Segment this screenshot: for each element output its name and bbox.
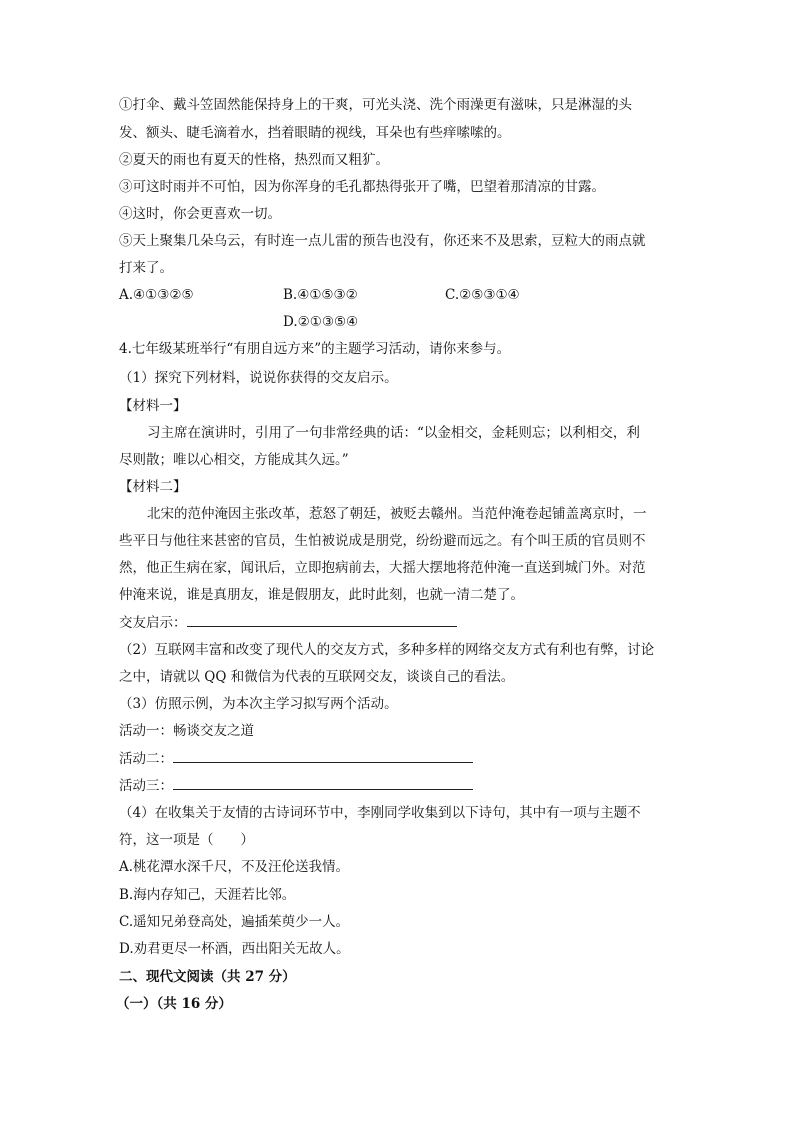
q4-part2-line-2: 之中，请就以 QQ 和微信为代表的互联网交友，谈谈自己的看法。 bbox=[119, 669, 515, 685]
section2-subtitle: （一）（共 16 分） bbox=[116, 996, 232, 1012]
q3-sentence-3: ③可这时雨并不可怕，因为你浑身的毛孔都热得张开了嘴，巴望着那清凉的甘露。 bbox=[119, 179, 605, 195]
q4-part4-line-2: 符，这一项是（ ） bbox=[119, 832, 254, 848]
material2-title: 【材料二】 bbox=[119, 479, 187, 495]
activity-3-row bbox=[119, 776, 473, 795]
q3-sentence-5a: ⑤天上聚集几朵乌云，有时连一点儿雷的预告也没有，你还来不及思索，豆粒大的雨点就 bbox=[119, 233, 646, 249]
qishi-label: 交友启示： bbox=[119, 615, 187, 631]
q3-sentence-5b: 打来了。 bbox=[119, 260, 173, 276]
activity-2-label: 活动二： bbox=[119, 751, 173, 767]
q4-part1: （1）探究下列材料，说说你获得的交友启示。 bbox=[119, 370, 398, 386]
poem-option-c: C.遥知兄弟登高处，遍插茱萸少一人。 bbox=[119, 914, 350, 930]
material2-line-4: 仲淹来说，谁是真朋友，谁是假朋友，此时此刻，也就一清二楚了。 bbox=[119, 587, 524, 603]
q4-part2-line-1: （2）互联网丰富和改变了现代人的交友方式，多种多样的网络交友方式有利也有弊，讨论 bbox=[119, 642, 655, 658]
activity-1: 活动一：畅谈交友之道 bbox=[119, 723, 254, 739]
material2-line-2: 些平日与他往来甚密的官员，生怕被说成是朋党，纷纷避而远之。有个叫王质的官员则不 bbox=[119, 533, 646, 549]
q3-sentence-4: ④这时，你会更喜欢一切。 bbox=[119, 206, 281, 222]
q3-option-b: B.④①⑤③② bbox=[283, 287, 358, 303]
material1-title: 【材料一】 bbox=[119, 398, 187, 414]
q3-option-c: C.②⑤③①④ bbox=[445, 287, 520, 303]
qishi-answer-blank[interactable] bbox=[187, 613, 457, 627]
material1-line-2: 尽则散；唯以心相交，方能成其久远。” bbox=[119, 452, 349, 468]
material2-line-1: 北宋的范仲淹因主张改革，惹怒了朝廷，被贬去赣州。当范仲淹卷起铺盖离京时，一 bbox=[147, 506, 647, 522]
material2-line-3: 然，他正生病在家，闻讯后，立即抱病前去，大摇大摆地将范仲淹一直送到城门外。对范 bbox=[119, 560, 646, 576]
q3-option-a: A.④①③②⑤ bbox=[119, 287, 194, 303]
q3-sentence-1a: ①打伞、戴斗笠固然能保持身上的干爽，可光头浇、洗个雨澡更有滋味，只是淋湿的头 bbox=[119, 97, 632, 113]
q3-option-d: D.②①③⑤④ bbox=[283, 314, 359, 330]
poem-option-d: D.劝君更尽一杯酒，西出阳关无故人。 bbox=[119, 941, 350, 957]
activity-3-blank[interactable] bbox=[173, 776, 473, 790]
poem-option-b: B.海内存知己，天涯若比邻。 bbox=[119, 887, 296, 903]
q4-part3: （3）仿照示例，为本次主学习拟写两个活动。 bbox=[119, 696, 398, 712]
material1-line-1: 习主席在演讲时，引用了一句非常经典的话：“以金相交，金耗则忘；以利相交，利 bbox=[147, 425, 640, 441]
q3-sentence-1b: 发、额头、睫毛滴着水，挡着眼睛的视线，耳朵也有些痒嗦嗦的。 bbox=[119, 125, 511, 141]
qishi-row bbox=[119, 613, 457, 632]
q4-stem: 4.七年级某班举行“有朋自远方来”的主题学习活动，请你来参与。 bbox=[119, 341, 511, 357]
q3-sentence-2: ②夏天的雨也有夏天的性格，热烈而又粗犷。 bbox=[119, 152, 389, 168]
poem-option-a: A.桃花潭水深千尺，不及汪伦送我情。 bbox=[119, 859, 350, 875]
section2-title: 二、现代文阅读（共 27 分） bbox=[119, 969, 296, 985]
activity-2-row bbox=[119, 749, 473, 768]
q4-part4-line-1: （4）在收集关于友情的古诗词环节中，李刚同学收集到以下诗句，其中有一项与主题不 bbox=[119, 805, 641, 821]
activity-2-blank[interactable] bbox=[173, 749, 473, 763]
activity-3-label: 活动三： bbox=[119, 778, 173, 794]
